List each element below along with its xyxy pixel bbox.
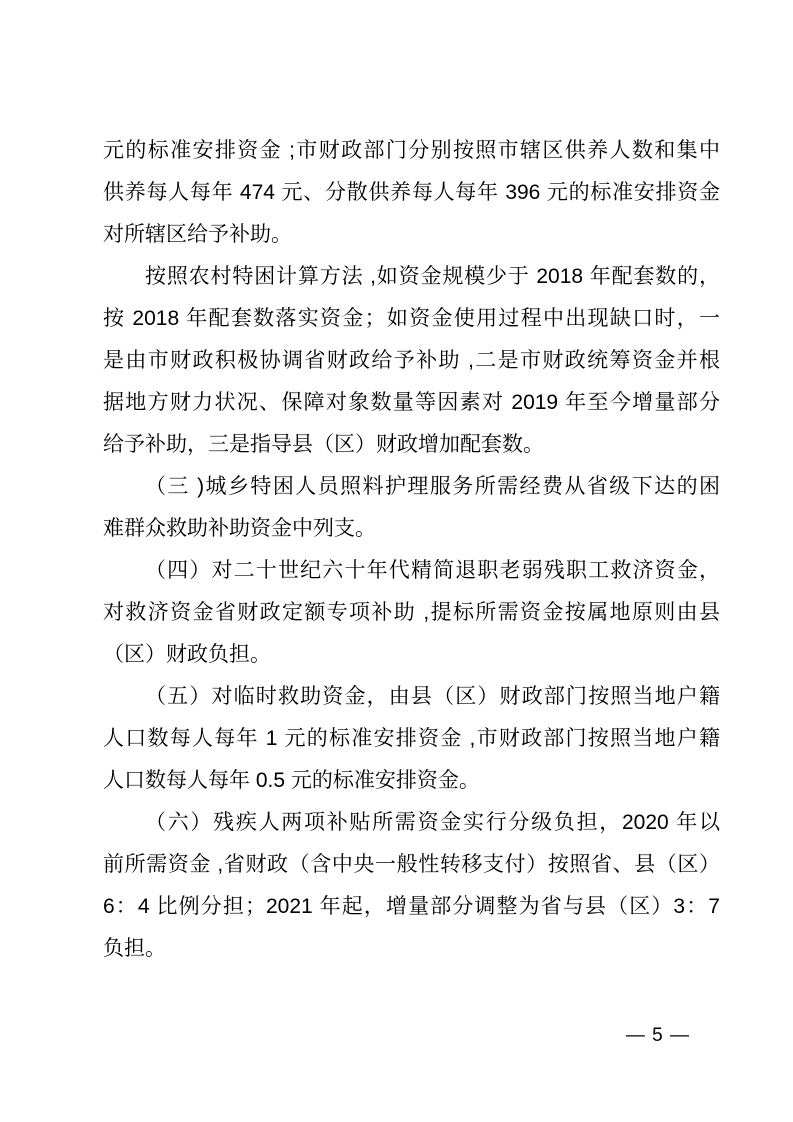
text-line: 对救济资金省财政定额专项补助 ,提标所需资金按属地原则由县 — [103, 601, 720, 624]
text-line: 前所需资金 ,省财政（含中央一般性转移支付）按照省、县（区） — [103, 853, 720, 876]
text-line: 负担。 — [103, 937, 166, 960]
page-number: — 5 — — [625, 1025, 690, 1046]
text-line: 给予补助，三是指导县（区）财政增加配套数。 — [103, 433, 544, 456]
text-line: 对所辖区给予补助。 — [103, 223, 292, 246]
text-line: 难群众救助补助资金中列支。 — [103, 517, 376, 540]
paragraph — [103, 802, 720, 970]
text-line: 人口数每人每年 1 元的标准安排资金 ,市财政部门按照当地户籍 — [103, 727, 720, 750]
text-line: 人口数每人每年 0.5 元的标准安排资金。 — [103, 769, 480, 792]
paragraph — [103, 130, 720, 256]
text-line: （六）残疾人两项补贴所需资金实行分级负担，2020 年以 — [145, 811, 720, 834]
text-line: （三 )城乡特困人员照料护理服务所需经费从省级下达的困 — [145, 475, 720, 498]
text-line: 供养每人每年 474 元、分散供养每人每年 396 元的标准安排资金 — [103, 181, 720, 204]
paragraph — [103, 466, 720, 550]
paragraph — [103, 676, 720, 802]
text-line: 6：4 比例分担；2021 年起，增量部分调整为省与县（区）3：7 — [103, 895, 720, 918]
paragraph — [103, 256, 720, 466]
document-body — [103, 130, 720, 970]
text-line: 按 2018 年配套数落实资金；如资金使用过程中出现缺口时，一 — [103, 307, 720, 330]
text-line: 是由市财政积极协调省财政给予补助 ,二是市财政统筹资金并根 — [103, 349, 720, 372]
text-line: （五）对临时救助资金，由县（区）财政部门按照当地户籍 — [145, 685, 720, 708]
text-line: 元的标准安排资金 ;市财政部门分别按照市辖区供养人数和集中 — [103, 139, 720, 162]
paragraph — [103, 550, 720, 676]
text-line: （四）对二十世纪六十年代精简退职老弱残职工救济资金， — [145, 559, 720, 582]
text-line: （区）财政负担。 — [103, 643, 271, 666]
text-line: 按照农村特困计算方法 ,如资金规模少于 2018 年配套数的， — [145, 265, 720, 288]
text-line: 据地方财力状况、保障对象数量等因素对 2019 年至今增量部分 — [103, 391, 720, 414]
